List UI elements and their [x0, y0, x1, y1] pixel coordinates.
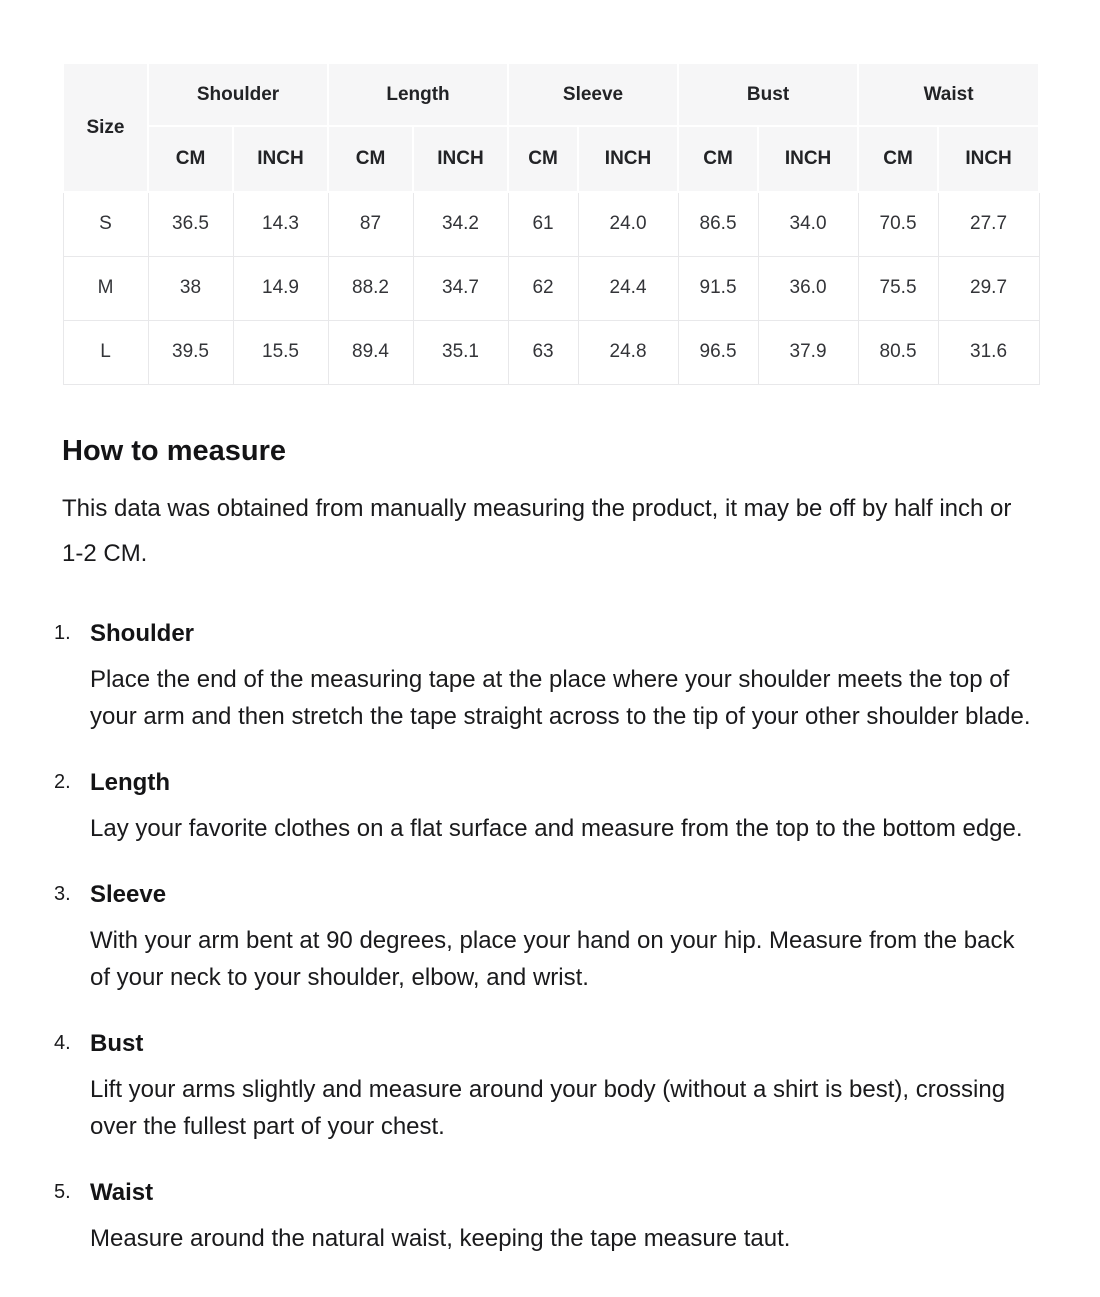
step-description: Lift your arms slightly and measure around your body (without a shirt is best), crossing over the fullest part of your chest. [90, 1075, 1006, 1140]
group-header-sleeve: Sleeve [508, 63, 678, 126]
unit-header-inch: INCH [233, 126, 328, 192]
value-cell: 80.5 [858, 320, 938, 384]
value-cell: 87 [328, 192, 413, 256]
step-title: Length [90, 768, 170, 796]
step-description: With your arm bent at 90 degrees, place your hand on your hip. Measure from the back of your neck to your shoulder, elbow, and wrist. [90, 926, 1015, 991]
group-header-length: Length [328, 63, 508, 126]
how-to-measure-heading: How to measure [62, 434, 286, 467]
unit-header-cm: CM [858, 126, 938, 192]
value-cell: 14.3 [233, 192, 328, 256]
value-cell: 86.5 [678, 192, 758, 256]
value-cell: 70.5 [858, 192, 938, 256]
value-cell: 91.5 [678, 256, 758, 320]
step-title: Shoulder [90, 619, 195, 647]
step-description: Lay your favorite clothes on a flat surface and measure from the top to the bottom edge. [90, 814, 1023, 842]
value-cell: 27.7 [938, 192, 1039, 256]
value-cell: 34.7 [413, 256, 508, 320]
step-waist [54, 1178, 1040, 1257]
table-row-size-s [63, 192, 1039, 256]
value-cell: 89.4 [328, 320, 413, 384]
value-cell: 37.9 [758, 320, 858, 384]
value-cell: 34.0 [758, 192, 858, 256]
value-cell: 38 [148, 256, 233, 320]
step-title: Sleeve [90, 880, 167, 908]
step-number: 4. [54, 1031, 71, 1054]
unit-header-cm: CM [148, 126, 233, 192]
step-description: Place the end of the measuring tape at the place where your shoulder meets the top of your arm and then stretch the tape straight across to the tip of your other shoulder blade. [90, 665, 1031, 730]
unit-header-cm: CM [508, 126, 578, 192]
value-cell: 14.9 [233, 256, 328, 320]
table-group-header-row [63, 63, 1039, 126]
unit-header-cm: CM [328, 126, 413, 192]
size-column-header: Size [63, 63, 148, 192]
how-to-measure-intro: This data was obtained from manually measuring the product, it may be off by half inch or 1-2 CM. [62, 494, 1012, 567]
value-cell: 36.0 [758, 256, 858, 320]
unit-header-inch: INCH [758, 126, 858, 192]
table-unit-header-row [63, 126, 1039, 192]
step-length [54, 768, 1040, 847]
step-number: 3. [54, 882, 71, 905]
step-number: 2. [54, 770, 71, 793]
value-cell: 24.8 [578, 320, 678, 384]
size-cell: L [63, 320, 148, 384]
value-cell: 34.2 [413, 192, 508, 256]
step-title: Bust [90, 1029, 144, 1057]
value-cell: 24.4 [578, 256, 678, 320]
value-cell: 31.6 [938, 320, 1039, 384]
table-row-size-m [63, 256, 1039, 320]
step-title: Waist [90, 1178, 154, 1206]
value-cell: 62 [508, 256, 578, 320]
value-cell: 35.1 [413, 320, 508, 384]
value-cell: 61 [508, 192, 578, 256]
table-row-size-l [63, 320, 1039, 384]
group-header-bust: Bust [678, 63, 858, 126]
step-number: 1. [54, 621, 71, 644]
group-header-waist: Waist [858, 63, 1039, 126]
step-shoulder [54, 619, 1040, 735]
step-bust [54, 1029, 1040, 1145]
step-number: 5. [54, 1180, 71, 1203]
value-cell: 39.5 [148, 320, 233, 384]
unit-header-inch: INCH [938, 126, 1039, 192]
value-cell: 24.0 [578, 192, 678, 256]
size-cell: M [63, 256, 148, 320]
value-cell: 88.2 [328, 256, 413, 320]
value-cell: 63 [508, 320, 578, 384]
measure-steps-list [54, 619, 1040, 1257]
unit-header-cm: CM [678, 126, 758, 192]
step-description: Measure around the natural waist, keeping the tape measure taut. [90, 1224, 791, 1252]
value-cell: 36.5 [148, 192, 233, 256]
value-cell: 15.5 [233, 320, 328, 384]
size-chart-table [62, 62, 1040, 385]
group-header-shoulder: Shoulder [148, 63, 328, 126]
step-sleeve [54, 880, 1040, 996]
unit-header-inch: INCH [578, 126, 678, 192]
unit-header-inch: INCH [413, 126, 508, 192]
value-cell: 29.7 [938, 256, 1039, 320]
value-cell: 96.5 [678, 320, 758, 384]
size-cell: S [63, 192, 148, 256]
value-cell: 75.5 [858, 256, 938, 320]
